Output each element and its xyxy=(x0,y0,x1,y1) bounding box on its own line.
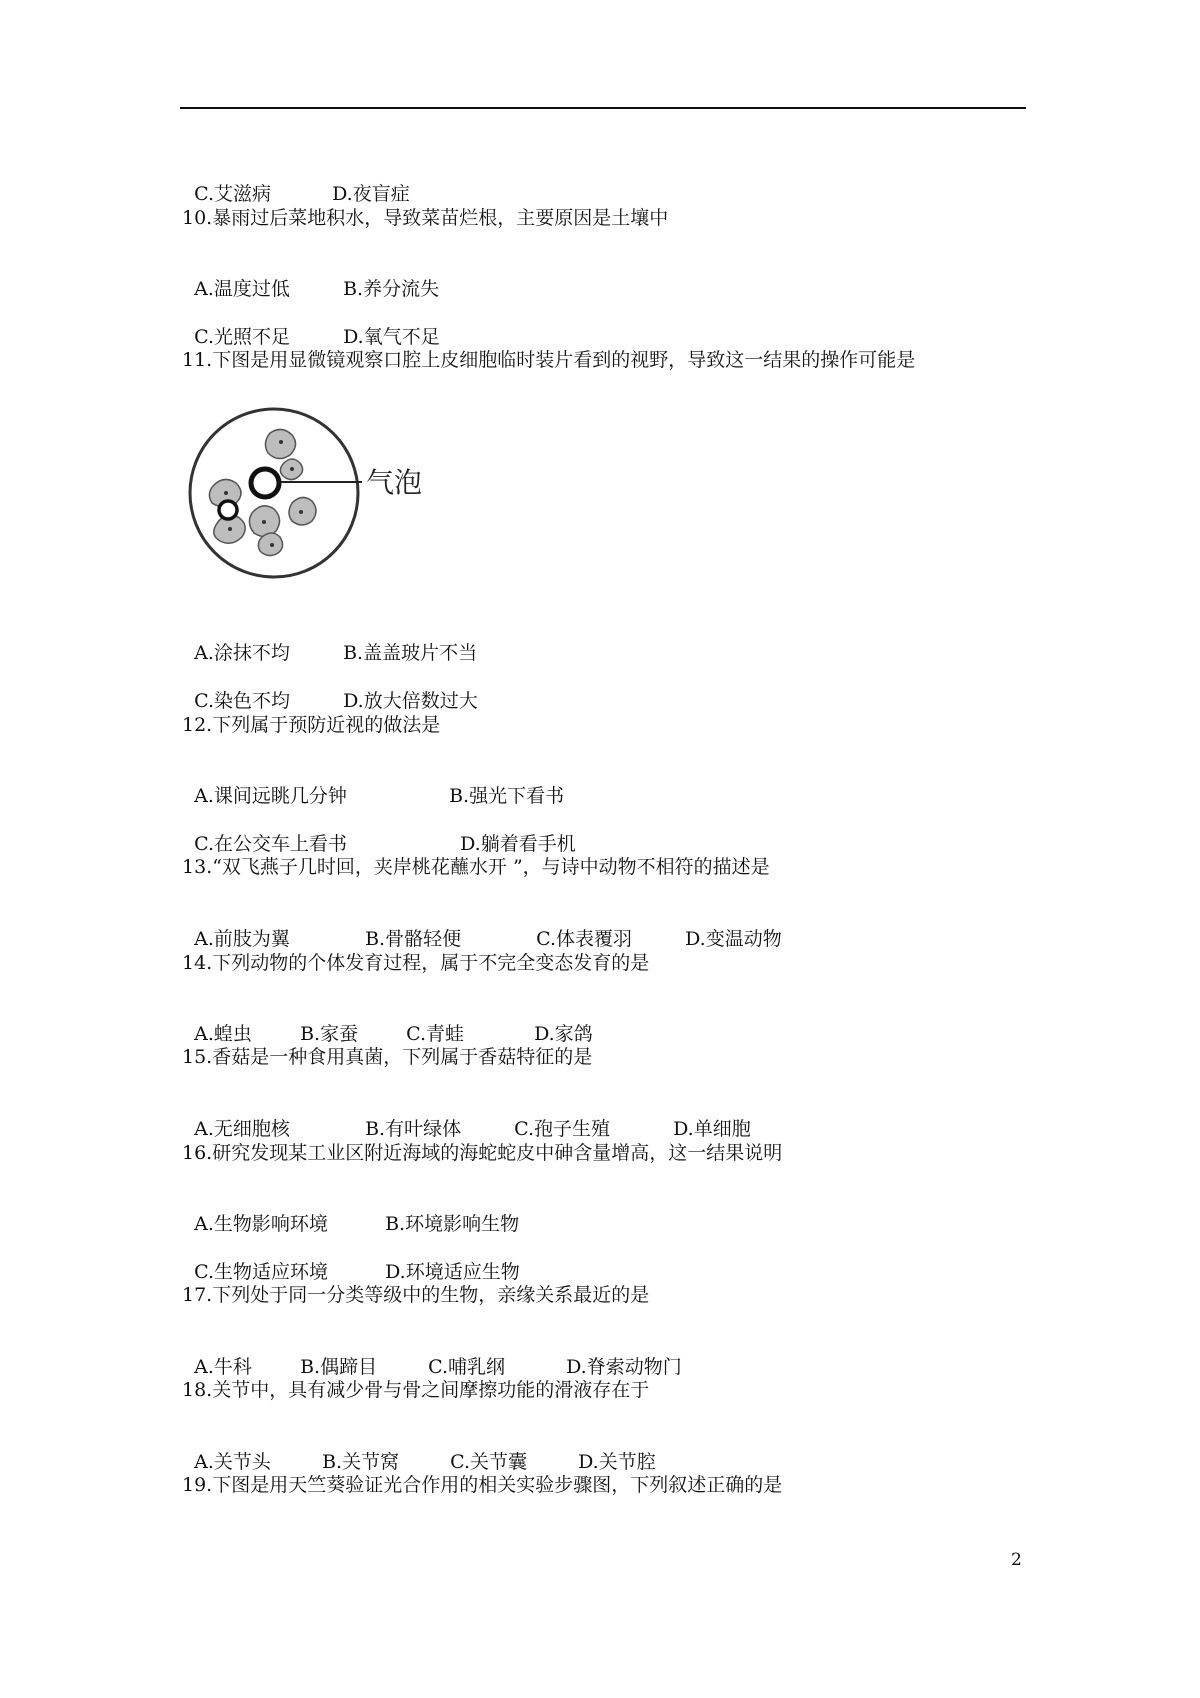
option-text: C.染色不均 xyxy=(194,690,290,712)
option-text: A.生物影响环境 xyxy=(194,1213,328,1235)
q15-options xyxy=(182,1093,751,1141)
q17-options xyxy=(182,1331,682,1379)
option-text: A.涂抹不均 xyxy=(194,642,290,664)
q13-options xyxy=(182,903,782,951)
q11-options-ab xyxy=(182,617,477,665)
option-text: A.关节头 xyxy=(194,1451,271,1473)
option-text: C.孢子生殖 xyxy=(514,1118,610,1140)
option-text: D.关节腔 xyxy=(578,1451,656,1473)
option-text: A.温度过低 xyxy=(194,278,290,300)
option-text: D.氧气不足 xyxy=(343,326,440,348)
option-text: C.光照不足 xyxy=(194,326,290,348)
q18-stem: 18.关节中，具有减少骨与骨之间摩擦功能的滑液存在于 xyxy=(182,1379,650,1401)
option-text: D.夜盲症 xyxy=(332,183,410,205)
option-text: B.强光下看书 xyxy=(449,785,565,807)
q12-options-ab xyxy=(182,760,564,808)
cell-nucleus xyxy=(290,467,294,471)
q15-stem: 15.香菇是一种食用真菌，下列属于香菇特征的是 xyxy=(182,1046,593,1068)
q16-options-ab xyxy=(182,1188,519,1236)
q9-options-cd xyxy=(182,158,410,206)
option-text: A.课间远眺几分钟 xyxy=(194,785,347,807)
option-text: D.放大倍数过大 xyxy=(343,690,478,712)
option-text: A.牛科 xyxy=(194,1356,252,1378)
page-number: 2 xyxy=(1011,1550,1022,1570)
q14-options xyxy=(182,998,593,1046)
option-text: C.青蛙 xyxy=(406,1023,464,1045)
q16-options-cd xyxy=(182,1236,520,1284)
option-text: B.偶蹄目 xyxy=(300,1356,378,1378)
option-text: C.艾滋病 xyxy=(194,183,271,205)
option-text: D.脊索动物门 xyxy=(566,1356,682,1378)
option-text: B.关节窝 xyxy=(322,1451,400,1473)
q18-options xyxy=(182,1426,656,1474)
cell-nucleus xyxy=(228,527,232,531)
option-text: D.家鸽 xyxy=(534,1023,593,1045)
q11-options-cd xyxy=(182,665,478,713)
q12-stem: 12.下列属于预防近视的做法是 xyxy=(182,714,441,736)
option-text: D.变温动物 xyxy=(685,928,782,950)
option-text: A.前肢为翼 xyxy=(194,928,290,950)
q10-options-cd xyxy=(182,301,440,349)
option-text: D.躺着看手机 xyxy=(460,833,576,855)
header-rule xyxy=(180,107,1026,109)
option-text: D.单细胞 xyxy=(673,1118,751,1140)
option-text: C.在公交车上看书 xyxy=(194,833,347,855)
cell-nucleus xyxy=(270,543,274,547)
q13-stem: 13.“双飞燕子几时回，夹岸桃花蘸水开 ”，与诗中动物不相符的描述是 xyxy=(182,856,770,878)
q14-stem: 14.下列动物的个体发育过程，属于不完全变态发育的是 xyxy=(182,952,650,974)
option-text: A.蝗虫 xyxy=(194,1023,252,1045)
option-text: C.体表覆羽 xyxy=(536,928,632,950)
cell-shape xyxy=(265,429,295,458)
option-text: C.生物适应环境 xyxy=(194,1261,328,1283)
option-text: B.骨骼轻便 xyxy=(365,928,462,950)
cell-nucleus xyxy=(224,491,228,495)
cell-nucleus xyxy=(279,440,283,444)
option-text: C.关节囊 xyxy=(450,1451,527,1473)
q11-stem: 11.下图是用显微镜观察口腔上皮细胞临时装片看到的视野，导致这一结果的操作可能是 xyxy=(182,349,916,371)
option-text: D.环境适应生物 xyxy=(385,1261,520,1283)
q12-options-cd xyxy=(182,808,576,856)
option-text: B.养分流失 xyxy=(343,278,440,300)
q19-stem: 19.下图是用天竺葵验证光合作用的相关实验步骤图，下列叙述正确的是 xyxy=(182,1474,783,1496)
bubble-label: 气泡 xyxy=(366,466,423,499)
option-text: A.无细胞核 xyxy=(194,1118,290,1140)
q17-stem: 17.下列处于同一分类等级中的生物，亲缘关系最近的是 xyxy=(182,1284,650,1306)
cell-nucleus xyxy=(262,520,266,524)
option-text: B.有叶绿体 xyxy=(365,1118,462,1140)
q16-stem: 16.研究发现某工业区附近海域的海蛇蛇皮中砷含量增高，这一结果说明 xyxy=(182,1142,783,1164)
air-bubble-large xyxy=(251,469,279,497)
q10-stem: 10.暴雨过后菜地积水，导致菜苗烂根，主要原因是土壤中 xyxy=(182,207,669,229)
option-text: B.环境影响生物 xyxy=(385,1213,520,1235)
option-text: B.盖盖玻片不当 xyxy=(343,642,478,664)
air-bubble-small xyxy=(219,501,237,519)
microscope-field-figure xyxy=(186,405,456,580)
option-text: B.家蚕 xyxy=(300,1023,359,1045)
q10-options-ab xyxy=(182,253,439,301)
cell-nucleus xyxy=(299,510,303,514)
option-text: C.哺乳纲 xyxy=(428,1356,505,1378)
